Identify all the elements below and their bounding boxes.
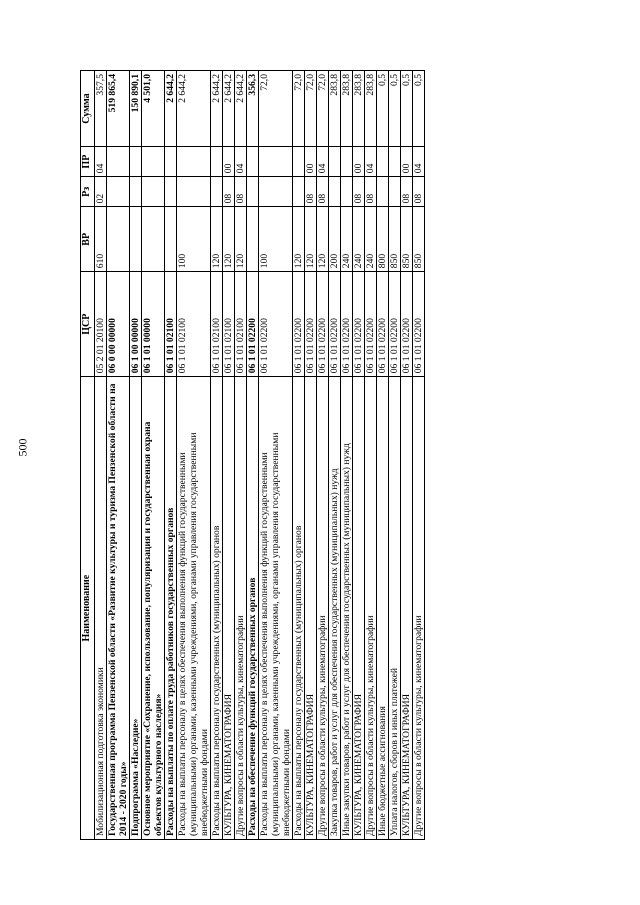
cell-pr: 00 <box>223 147 235 177</box>
cell-name: КУЛЬТУРА, КИНЕМАТОГРАФИЯ <box>401 377 413 840</box>
cell-name: КУЛЬТУРА, КИНЕМАТОГРАФИЯ <box>353 377 365 840</box>
cell-name: Расходы на выплаты персоналу государственных (муниципальных) органов <box>293 377 305 840</box>
cell-sum: 283,8 <box>365 71 377 147</box>
cell-sum: 519 865,4 <box>107 71 130 147</box>
table-row <box>365 71 377 840</box>
cell-rz <box>142 177 165 207</box>
cell-vr: 240 <box>353 207 365 272</box>
cell-rz: 08 <box>235 177 247 207</box>
header-csr: ЦСР <box>81 272 95 377</box>
cell-sum: 0,5 <box>389 71 401 147</box>
cell-vr <box>130 207 142 272</box>
table-row <box>130 71 142 840</box>
cell-sum: 2 644,2 <box>165 71 177 147</box>
cell-csr: 06 1 01 02100 <box>165 272 177 377</box>
cell-pr: 04 <box>365 147 377 177</box>
cell-name: Другие вопросы в области культуры, кинематографии <box>317 377 329 840</box>
cell-sum: 0,5 <box>377 71 389 147</box>
cell-sum: 283,8 <box>329 71 341 147</box>
cell-name: Расходы на выплаты персоналу в целях обеспечения выполнения функций государственными (муниципальными) органами, казенными учреждениями, органами управления государственными внебюджетными фондами <box>177 377 211 840</box>
header-sum: Сумма <box>81 71 95 147</box>
cell-pr: 00 <box>353 147 365 177</box>
cell-name: Другие вопросы в области культуры, кинематографии <box>365 377 377 840</box>
cell-sum: 2 644,2 <box>223 71 235 147</box>
cell-rz <box>329 177 341 207</box>
cell-csr: 06 1 01 02100 <box>235 272 247 377</box>
cell-rz <box>165 177 177 207</box>
cell-csr: 06 1 01 02200 <box>389 272 401 377</box>
cell-pr <box>329 147 341 177</box>
cell-pr <box>259 147 293 177</box>
cell-vr: 200 <box>329 207 341 272</box>
cell-csr: 06 1 01 02200 <box>341 272 353 377</box>
cell-name: Мобилизационная подготовка экономики <box>95 377 107 840</box>
table-row <box>413 71 425 840</box>
cell-name: Основное мероприятие «Сохранение, использование, популяризация и государственная охрана объектов культурного наследия» <box>142 377 165 840</box>
cell-pr <box>107 147 130 177</box>
table-row <box>389 71 401 840</box>
cell-sum: 356,3 <box>247 71 259 147</box>
cell-sum: 357,5 <box>95 71 107 147</box>
cell-sum: 283,8 <box>341 71 353 147</box>
table-row <box>247 71 259 840</box>
cell-pr <box>177 147 211 177</box>
table-header-row <box>81 71 95 840</box>
cell-rz: 08 <box>223 177 235 207</box>
cell-rz <box>259 177 293 207</box>
cell-csr: 06 1 01 02200 <box>329 272 341 377</box>
cell-sum: 72,0 <box>259 71 293 147</box>
cell-vr: 120 <box>223 207 235 272</box>
cell-pr <box>293 147 305 177</box>
cell-pr: 04 <box>317 147 329 177</box>
cell-csr: 06 1 01 02200 <box>317 272 329 377</box>
page-number: 500 <box>15 438 30 457</box>
cell-csr: 06 1 01 02100 <box>211 272 223 377</box>
cell-pr: 04 <box>413 147 425 177</box>
table-row <box>329 71 341 840</box>
cell-csr: 06 1 01 02200 <box>401 272 413 377</box>
cell-pr: 04 <box>235 147 247 177</box>
cell-name: Другие вопросы в области культуры, кинематографии <box>413 377 425 840</box>
cell-sum: 72,0 <box>305 71 317 147</box>
cell-vr <box>165 207 177 272</box>
cell-pr: 04 <box>95 147 107 177</box>
cell-pr <box>165 147 177 177</box>
cell-csr: 06 0 00 00000 <box>107 272 130 377</box>
cell-sum: 2 644,2 <box>177 71 211 147</box>
cell-rz: 08 <box>413 177 425 207</box>
cell-csr: 06 1 01 02200 <box>305 272 317 377</box>
cell-rz <box>341 177 353 207</box>
cell-vr: 800 <box>377 207 389 272</box>
cell-name: КУЛЬТУРА, КИНЕМАТОГРАФИЯ <box>305 377 317 840</box>
table-row <box>211 71 223 840</box>
cell-name: Иные закупки товаров, работ и услуг для обеспечения государственных (муниципальных) нужд <box>341 377 353 840</box>
cell-pr <box>389 147 401 177</box>
cell-rz <box>389 177 401 207</box>
table-row <box>142 71 165 840</box>
cell-sum: 150 890,1 <box>130 71 142 147</box>
cell-csr: 06 1 01 00000 <box>142 272 165 377</box>
table-row <box>341 71 353 840</box>
cell-vr <box>142 207 165 272</box>
cell-name: Расходы на выплаты по оплате труда работников государственных органов <box>165 377 177 840</box>
cell-vr: 120 <box>317 207 329 272</box>
cell-vr: 850 <box>389 207 401 272</box>
cell-vr <box>107 207 130 272</box>
cell-rz <box>293 177 305 207</box>
cell-rz: 02 <box>95 177 107 207</box>
cell-pr <box>377 147 389 177</box>
cell-rz: 08 <box>305 177 317 207</box>
cell-csr: 06 1 01 02100 <box>223 272 235 377</box>
cell-name: КУЛЬТУРА, КИНЕМАТОГРАФИЯ <box>223 377 235 840</box>
cell-pr: 00 <box>401 147 413 177</box>
cell-csr: 06 1 01 02200 <box>413 272 425 377</box>
table-row <box>177 71 211 840</box>
table-row <box>95 71 107 840</box>
cell-pr <box>341 147 353 177</box>
cell-vr: 120 <box>305 207 317 272</box>
cell-name: Государственная программа Пензенской области «Развитие культуры и туризма Пензенской области на 2014 - 2020 годы» <box>107 377 130 840</box>
table-row <box>259 71 293 840</box>
cell-name: Иные бюджетные ассигнования <box>377 377 389 840</box>
cell-csr: 06 1 01 02200 <box>259 272 293 377</box>
cell-pr <box>247 147 259 177</box>
table-row <box>377 71 389 840</box>
cell-vr: 100 <box>177 207 211 272</box>
cell-csr: 06 1 01 02100 <box>177 272 211 377</box>
cell-vr: 240 <box>365 207 377 272</box>
cell-csr: 06 1 01 02200 <box>293 272 305 377</box>
cell-name: Расходы на выплаты персоналу государственных (муниципальных) органов <box>211 377 223 840</box>
table-row <box>223 71 235 840</box>
cell-csr: 05 2 01 20100 <box>95 272 107 377</box>
cell-rz <box>211 177 223 207</box>
cell-vr: 120 <box>211 207 223 272</box>
cell-sum: 4 501,0 <box>142 71 165 147</box>
budget-table <box>80 70 425 840</box>
cell-vr: 100 <box>259 207 293 272</box>
cell-vr: 120 <box>293 207 305 272</box>
cell-vr: 240 <box>341 207 353 272</box>
table-row <box>317 71 329 840</box>
cell-sum: 283,8 <box>353 71 365 147</box>
cell-rz <box>247 177 259 207</box>
table-row <box>107 71 130 840</box>
cell-name: Подпрограмма «Наследие» <box>130 377 142 840</box>
cell-sum: 72,0 <box>293 71 305 147</box>
header-rz: Рз <box>81 177 95 207</box>
cell-rz <box>107 177 130 207</box>
cell-pr <box>211 147 223 177</box>
cell-csr: 06 1 01 02200 <box>247 272 259 377</box>
table-row <box>165 71 177 840</box>
cell-pr: 00 <box>305 147 317 177</box>
cell-rz <box>130 177 142 207</box>
cell-vr: 120 <box>235 207 247 272</box>
cell-vr: 850 <box>401 207 413 272</box>
cell-sum: 0,5 <box>401 71 413 147</box>
header-vr: ВР <box>81 207 95 272</box>
table-row <box>305 71 317 840</box>
cell-sum: 72,0 <box>317 71 329 147</box>
table-body <box>95 71 425 840</box>
table-row <box>293 71 305 840</box>
cell-rz: 08 <box>317 177 329 207</box>
cell-rz: 08 <box>365 177 377 207</box>
cell-pr <box>142 147 165 177</box>
cell-rz <box>177 177 211 207</box>
cell-name: Расходы на обеспечение функций государственных органов <box>247 377 259 840</box>
cell-name: Другие вопросы в области культуры, кинематографии <box>235 377 247 840</box>
cell-vr: 850 <box>413 207 425 272</box>
table-row <box>401 71 413 840</box>
cell-csr: 06 1 01 02200 <box>353 272 365 377</box>
rotated-page <box>80 70 555 840</box>
cell-sum: 2 644,2 <box>235 71 247 147</box>
cell-vr: 610 <box>95 207 107 272</box>
header-name: Наименование <box>81 377 95 840</box>
cell-vr <box>247 207 259 272</box>
cell-name: Закупка товаров, работ и услуг для обеспечения государственных (муниципальных) нужд <box>329 377 341 840</box>
table-row <box>353 71 365 840</box>
cell-sum: 2 644,2 <box>211 71 223 147</box>
cell-pr <box>130 147 142 177</box>
cell-name: Расходы на выплаты персоналу в целях обеспечения выполнения функций государственными (муниципальными) органами, казенными учреждениями, органами управления государственными внебюджетными фондами <box>259 377 293 840</box>
cell-rz: 08 <box>401 177 413 207</box>
cell-sum: 0,5 <box>413 71 425 147</box>
cell-name: Уплата налогов, сборов и иных платежей <box>389 377 401 840</box>
cell-csr: 06 1 01 02200 <box>377 272 389 377</box>
cell-rz: 08 <box>353 177 365 207</box>
cell-csr: 06 1 00 00000 <box>130 272 142 377</box>
header-pr: ПР <box>81 147 95 177</box>
cell-rz <box>377 177 389 207</box>
cell-csr: 06 1 01 02200 <box>365 272 377 377</box>
table-row <box>235 71 247 840</box>
